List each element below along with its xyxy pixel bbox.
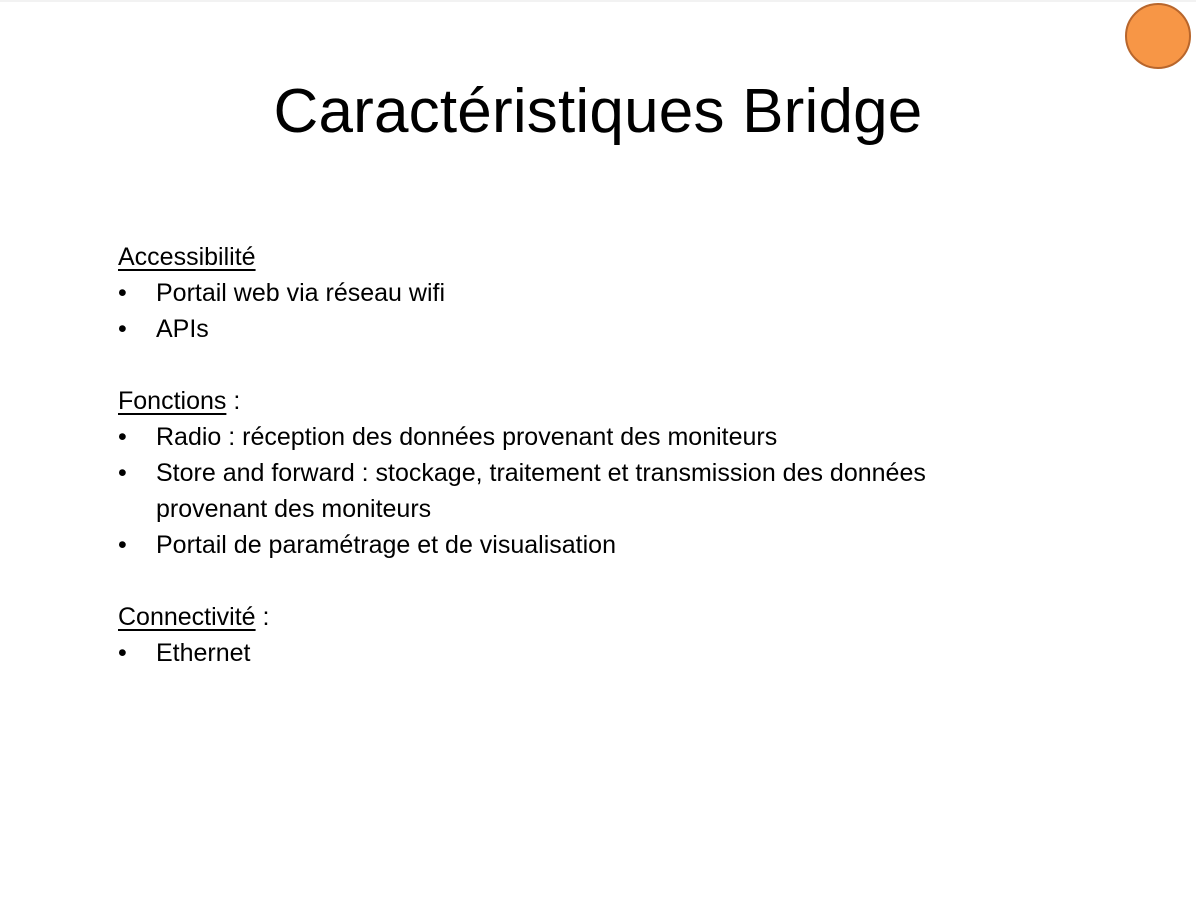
section-heading-text: Fonctions bbox=[118, 387, 227, 415]
section-heading bbox=[118, 599, 1118, 635]
list-item bbox=[118, 635, 1016, 671]
bullet-icon: • bbox=[118, 423, 127, 451]
orange-circle-icon bbox=[1125, 3, 1191, 69]
section-heading-suffix: : bbox=[255, 603, 270, 631]
list-item bbox=[118, 527, 1016, 563]
section-connectivite bbox=[118, 599, 1118, 671]
list-item-text: APIs bbox=[156, 315, 209, 343]
bullet-icon: • bbox=[118, 459, 127, 487]
list-item-text: Portail de paramétrage et de visualisation bbox=[156, 531, 616, 559]
section-heading bbox=[118, 383, 1118, 419]
top-edge-divider bbox=[0, 0, 1196, 2]
list-item bbox=[118, 455, 1016, 527]
list-item bbox=[118, 419, 1016, 455]
slide-title: Caractéristiques Bridge bbox=[273, 77, 923, 146]
section-fonctions bbox=[118, 383, 1118, 563]
bullet-icon: • bbox=[118, 315, 127, 343]
section-heading-suffix: : bbox=[226, 387, 241, 415]
list-item-text: Portail web via réseau wifi bbox=[156, 279, 446, 307]
slide-content bbox=[118, 239, 1118, 671]
list-item-text: Radio : réception des données provenant des moniteurs bbox=[156, 423, 778, 451]
bullet-list bbox=[118, 419, 1118, 563]
list-item-text: Ethernet bbox=[156, 639, 251, 667]
list-item bbox=[118, 275, 1016, 311]
bullet-icon: • bbox=[118, 639, 127, 667]
bullet-icon: • bbox=[118, 279, 127, 307]
bullet-list bbox=[118, 275, 1118, 347]
list-item-text: Store and forward : stockage, traitement et transmission des données provenant des moniteurs bbox=[156, 459, 926, 523]
section-heading bbox=[118, 239, 1118, 275]
section-heading-text: Connectivité bbox=[118, 603, 256, 631]
bullet-icon: • bbox=[118, 531, 127, 559]
section-heading-text: Accessibilité bbox=[118, 243, 256, 271]
list-item bbox=[118, 311, 1016, 347]
bullet-list bbox=[118, 635, 1118, 671]
section-accessibilite bbox=[118, 239, 1118, 347]
